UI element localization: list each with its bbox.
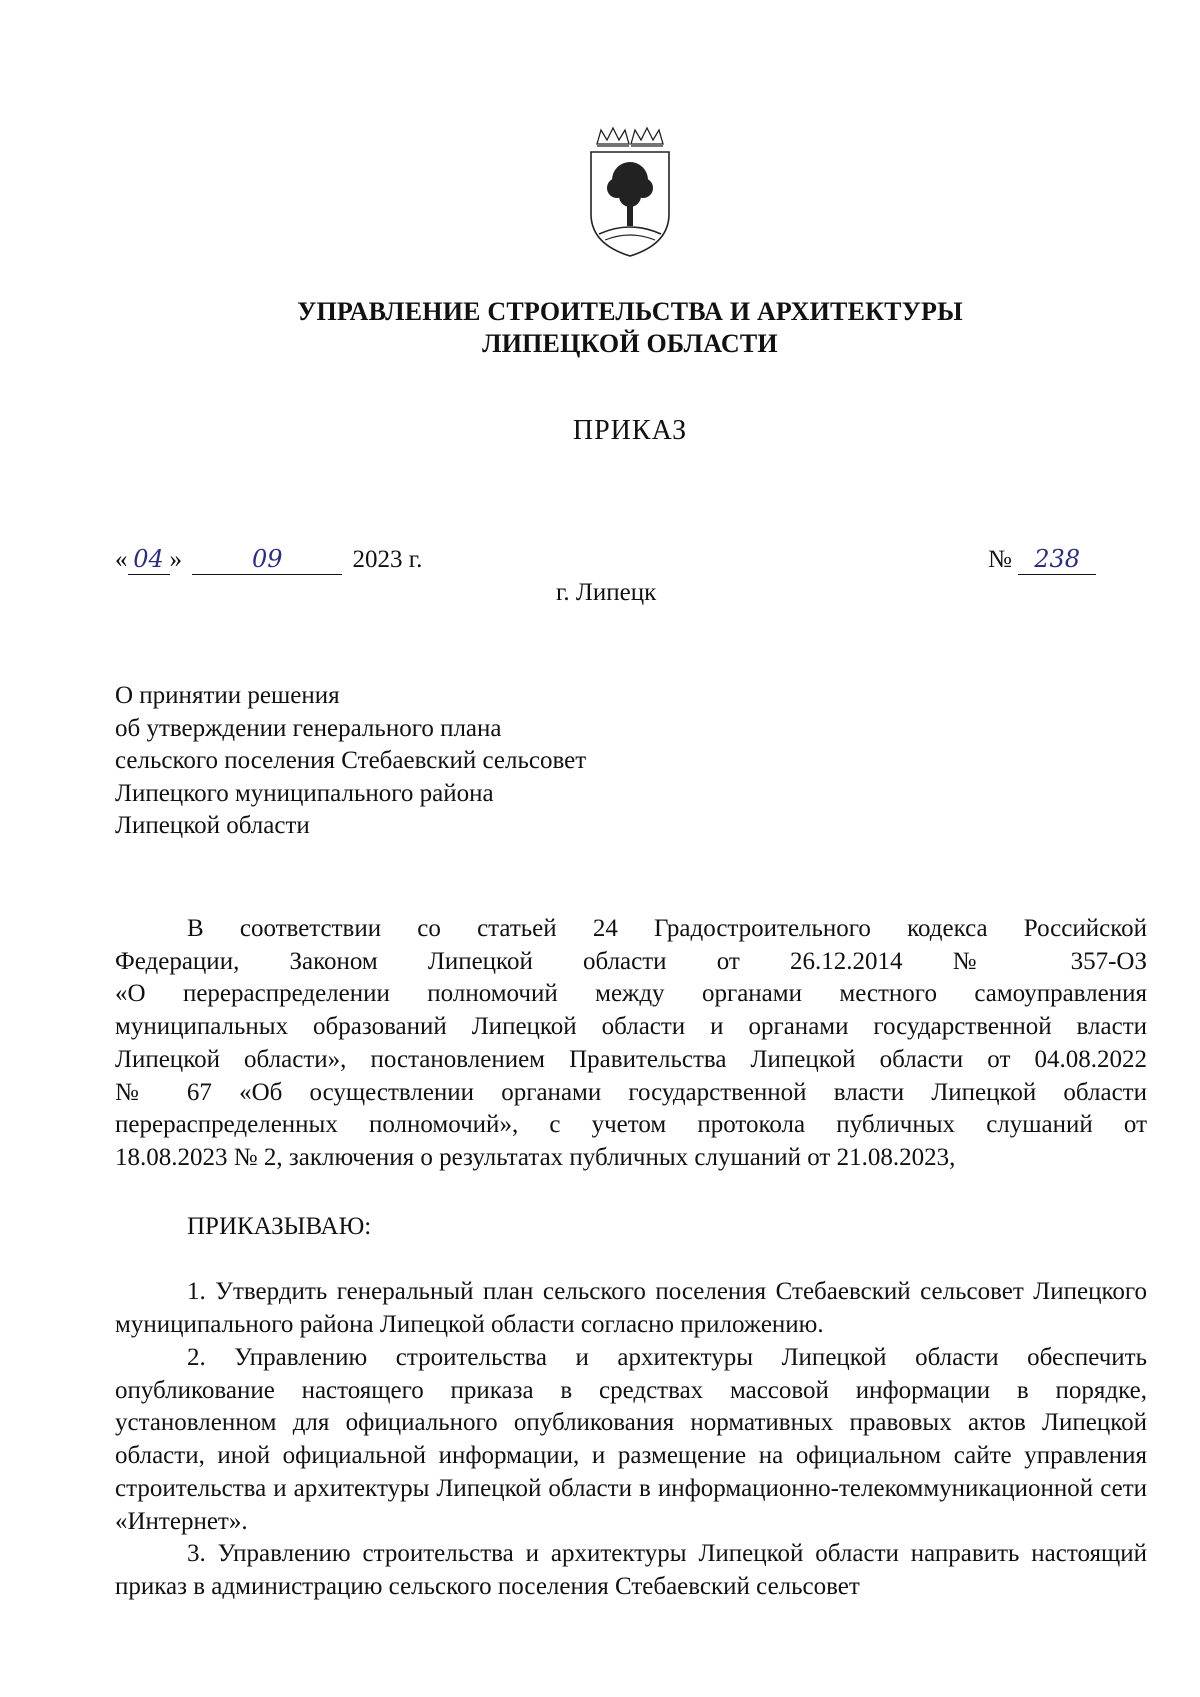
number-label: № [988,546,1012,573]
number-value: 238 [1018,544,1096,575]
date-year: 2023 г. [352,546,423,573]
preamble-line: «О перераспределении полномочий между органами местного самоуправления [115,980,1147,1008]
subject-block [115,680,586,843]
order-word: ПРИКАЗЫВАЮ: [187,1213,372,1240]
subject-line: Липецкого муниципального района [115,779,494,807]
subject-line: О принятии решения [115,682,340,709]
preamble-line: Липецкой области», постановлением Правительства Липецкой области от 04.08.2022 [115,1045,1147,1073]
order-item-1: 1. Утвердить генеральный план сельского поселения Стебаевский сельсовет Липецкого муниципального района Липецкой области согласно приложению. [115,1278,1147,1338]
coat-of-arms-icon [585,122,675,262]
subject-line: об утверждении генерального плана [115,714,502,742]
date-close-quote: » [169,546,182,573]
preamble-line: № 67 «Об осуществлении органами государственной власти Липецкой области [115,1078,1147,1106]
preamble-line: В соответствии со статьей 24 Градостроительного кодекса Российской [187,915,1147,942]
city: г. Липецк [556,579,657,606]
preamble-line: Федерации, Законом Липецкой области от 26.12.2014 № 357-ОЗ [115,947,1147,975]
preamble-line: 18.08.2023 № 2, заключения о результатах публичных слушаний от 21.08.2023, [115,1143,956,1171]
organization-name-line-2: ЛИПЕЦКОЙ ОБЛАСТИ [482,329,778,358]
preamble-line: перераспределенных полномочий», с учетом протокола публичных слушаний от [115,1111,1147,1139]
date-month: 09 [192,544,342,575]
date-day: 04 [128,544,170,575]
preamble-line: муниципальных образований Липецкой области и органами государственной власти [115,1013,1147,1041]
preamble-paragraph [115,913,1147,1175]
document-type: ПРИКАЗ [572,415,688,446]
date-open-quote: « [115,546,128,573]
date-line [115,544,422,575]
subject-line: сельского поселения Стебаевский сельсовет [115,747,587,774]
order-item-3: 3. Управлению строительства и архитектуры Липецкой области направить настоящий приказ в администрацию сельского поселения Стебаевский сельсовет [115,1540,1147,1600]
subject-line: Липецкой области [115,812,310,839]
order-item-2: 2. Управлению строительства и архитектуры Липецкой области обеспечить опубликование настоящего приказа в средствах массовой информации в порядке, установленном для официального опубликования нормативных правовых актов Липецкой области, иной официальной информации, и размещение на официальном сайте управления строительства и архитектуры Липецкой области в информационно-телекоммуникационной сети «Интернет». [115,1344,1147,1535]
organization-name-line-1: УПРАВЛЕНИЕ СТРОИТЕЛЬСТВА И АРХИТЕКТУРЫ [297,297,963,326]
document-number [988,544,1096,575]
